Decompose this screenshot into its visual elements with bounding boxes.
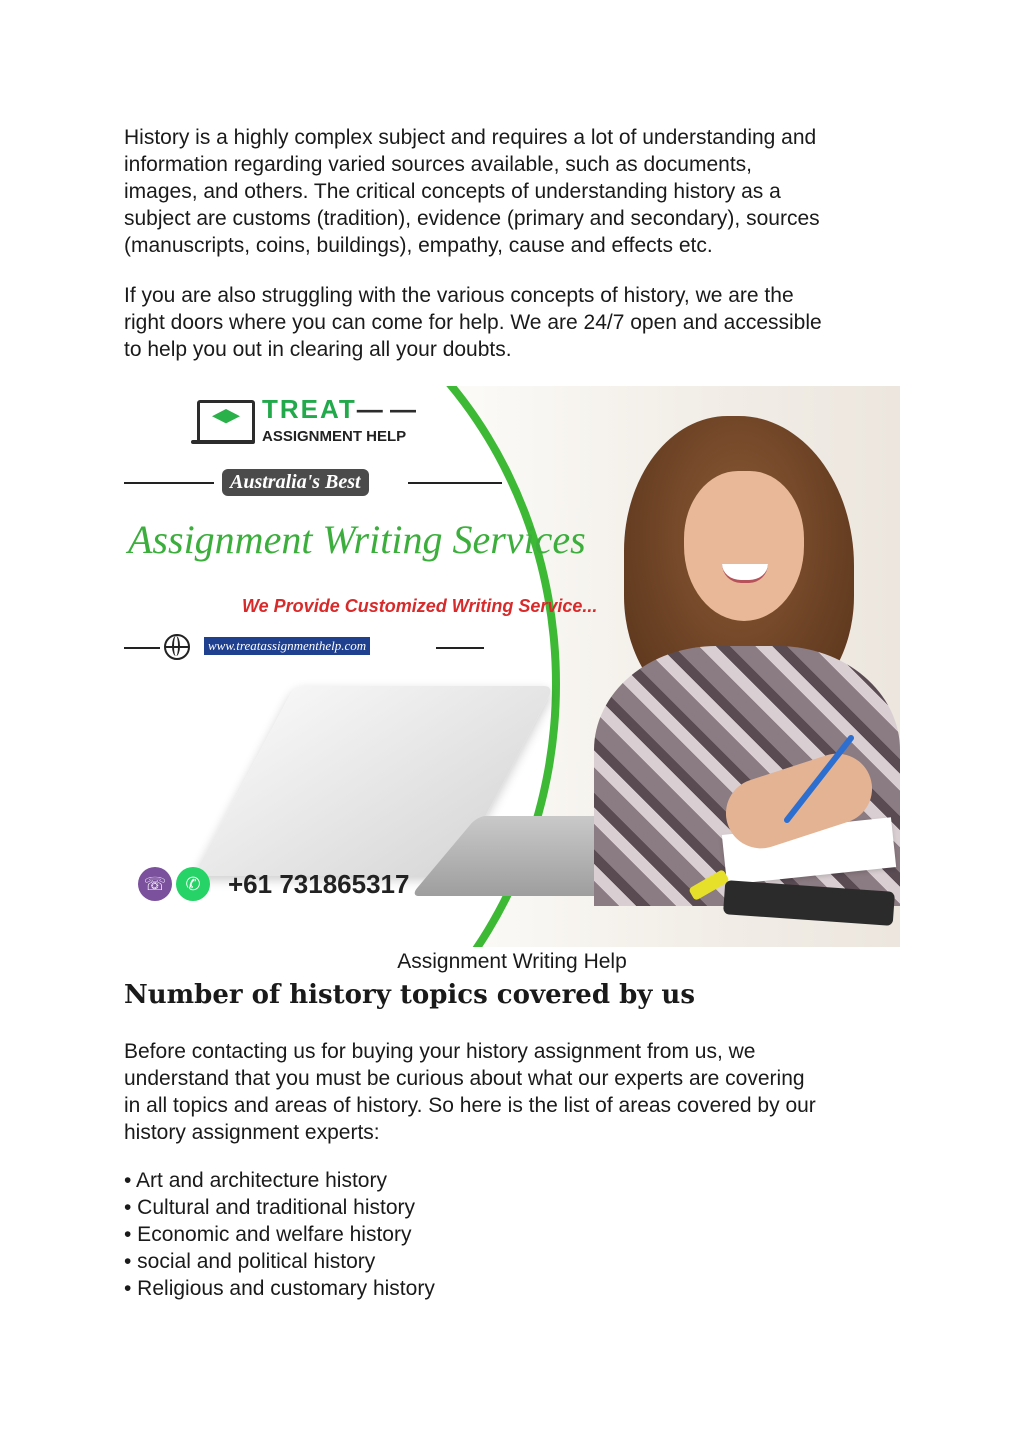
brand-subtitle: ASSIGNMENT HELP <box>262 428 407 445</box>
text-line: Before contacting us for buying your history assignment from us, we <box>124 1040 756 1063</box>
text-line: right doors where you can come for help. We are 24/7 open and accessible <box>124 311 822 334</box>
banner-tagline: We Provide Customized Writing Service... <box>242 596 598 616</box>
woman-face-shape <box>684 471 804 621</box>
text-line: If you are also struggling with the various concepts of history, we are the <box>124 284 794 307</box>
section-heading: Number of history topics covered by us <box>124 980 695 1010</box>
divider-line <box>124 482 214 484</box>
text-line: images, and others. The critical concepts of understanding history as a <box>124 180 781 203</box>
image-caption: Assignment Writing Help <box>397 950 627 973</box>
text-line: history assignment experts: <box>124 1121 380 1144</box>
history-topics-list <box>124 1167 904 1302</box>
list-item: • Religious and customary history <box>124 1277 435 1300</box>
australias-best-badge: Australia's Best <box>222 469 369 496</box>
banner-title: Assignment Writing Services <box>128 517 586 562</box>
divider-line <box>124 647 160 649</box>
list-item: • Economic and welfare history <box>124 1223 412 1246</box>
text-line: in all topics and areas of history. So here is the list of areas covered by our <box>124 1094 816 1117</box>
intro-section <box>124 124 904 363</box>
text-line: information regarding varied sources available, such as documents, <box>124 153 753 176</box>
intro-paragraph-1 <box>124 124 904 259</box>
viber-icon: ☏ <box>138 867 172 901</box>
divider-line <box>436 647 484 649</box>
brand-dash: — — <box>356 394 416 424</box>
whatsapp-icon: ✆ <box>176 867 210 901</box>
text-line: (manuscripts, coins, buildings), empathy, cause and effects etc. <box>124 234 713 257</box>
laptop-cap-icon <box>197 400 255 444</box>
divider-line <box>408 482 502 484</box>
section-paragraph <box>124 1038 904 1146</box>
intro-paragraph-2 <box>124 282 904 363</box>
globe-icon <box>164 634 190 660</box>
brand-name-text: TREAT <box>262 394 357 424</box>
advert-banner-image <box>124 386 900 947</box>
list-item: • social and political history <box>124 1250 376 1273</box>
brand-name <box>262 394 416 425</box>
list-item: • Art and architecture history <box>124 1169 387 1192</box>
text-line: to help you out in clearing all your doubts. <box>124 338 512 361</box>
phone-number: +61 731865317 <box>228 869 410 899</box>
website-url: www.treatassignmenthelp.com <box>204 637 370 655</box>
text-line: History is a highly complex subject and requires a lot of understanding and <box>124 126 817 149</box>
list-item: • Cultural and traditional history <box>124 1196 415 1219</box>
text-line: understand that you must be curious about what our experts are covering <box>124 1067 805 1090</box>
logo-base <box>191 440 255 444</box>
text-line: subject are customs (tradition), evidence (primary and secondary), sources <box>124 207 820 230</box>
